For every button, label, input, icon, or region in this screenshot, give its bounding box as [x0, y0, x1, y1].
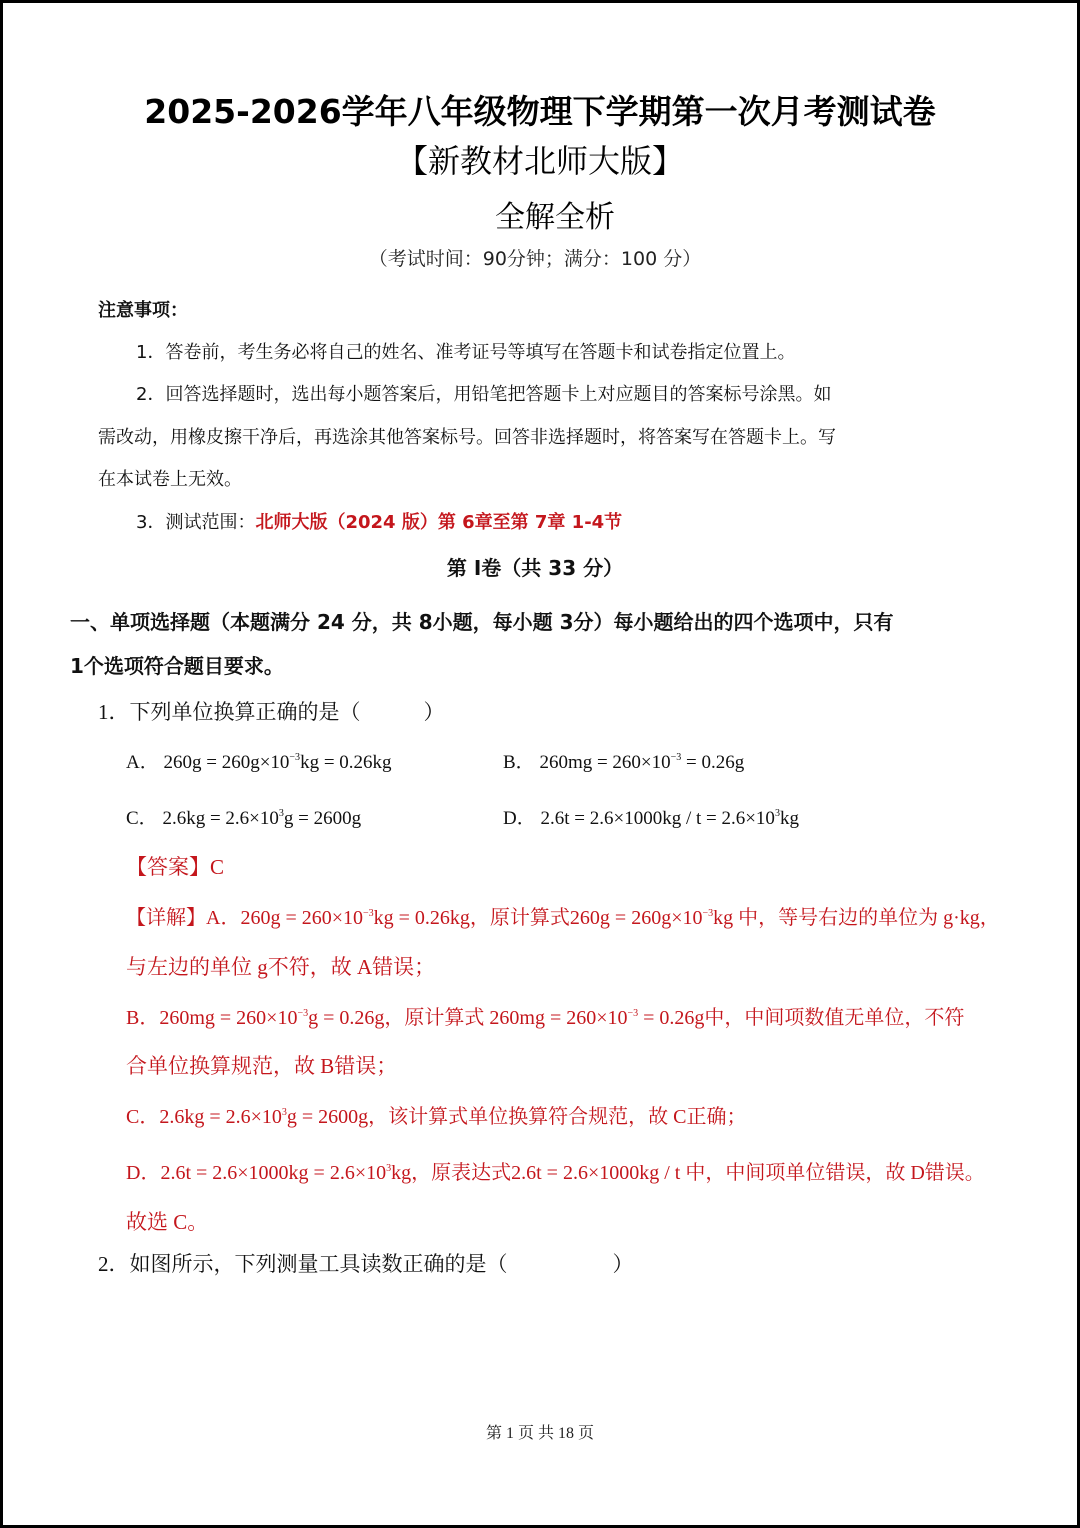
note-item-2: 2．回答选择题时，选出每小题答案后，用铅笔把答题卡上对应题目的答案标号涂黑。如: [136, 384, 832, 405]
edition-label: 【新教材北师大版】: [395, 142, 684, 180]
explanation-b-exp1: −3: [297, 1008, 309, 1019]
explanation-b: [126, 1001, 964, 1030]
explanation-c-part1: C．2.6kg = 2.6×10: [126, 1106, 282, 1128]
page-title: 2025-2026学年八年级物理下学期第一次月考测试卷: [144, 92, 936, 131]
notes-heading: 注意事项：: [98, 300, 188, 321]
explanation-a-exp1: −3: [363, 908, 374, 919]
option-b: [503, 747, 744, 774]
option-b-text-end: = 0.26g: [681, 752, 745, 773]
option-b-text: 260mg = 260×10: [539, 752, 671, 773]
question-1-stem: 1．下列单位换算正确的是（ ）: [98, 700, 445, 724]
explanation-a-part3: kg 中，等号右边的单位为 g·kg，: [713, 907, 1000, 929]
option-c-text-end: g = 2600g: [283, 808, 362, 829]
option-d-exponent: 3: [774, 808, 780, 819]
note-item-2-cont: 需改动，用橡皮擦干净后，再选涂其他答案标号。回答非选择题时，将答案写在答题卡上。写: [98, 427, 836, 448]
explanation-a-cont: 与左边的单位 g不符，故 A错误；: [126, 955, 436, 979]
explanation-d-exp: 3: [386, 1163, 392, 1174]
option-d-text-end: kg: [779, 808, 799, 829]
option-b-exponent: −3: [670, 752, 682, 763]
explanation-b-part3: = 0.26g中，中间项数值无单位，不符: [638, 1007, 965, 1029]
explanation-a: [126, 901, 1000, 930]
option-c: [126, 803, 361, 830]
option-c-text: 2.6kg = 2.6×10: [162, 808, 279, 829]
page-footer: 第 1 页 共 18 页: [485, 1425, 594, 1442]
section-heading: 一、单项选择题（本题满分 24 分，共 8小题，每小题 3分）每小题给出的四个选项中，只有: [70, 610, 894, 634]
option-a-exponent: −3: [289, 752, 301, 763]
option-a-label: A．: [126, 752, 159, 773]
explanation-a-exp2: −3: [702, 908, 714, 919]
volume-heading: 第 Ⅰ卷（共 33 分）: [446, 556, 624, 580]
note-item-3-prefix: 3．测试范围：: [136, 512, 256, 533]
note-item-2-cont2: 在本试卷上无效。: [98, 469, 242, 490]
option-d-label: D．: [503, 808, 536, 829]
explanation-d: [126, 1156, 985, 1185]
explanation-b-part1: B．260mg = 260×10: [126, 1007, 298, 1029]
option-c-label: C．: [126, 808, 158, 829]
explanation-c-part2: g = 2600g，该计算式单位换算符合规范，故 C正确；: [286, 1106, 747, 1128]
option-c-exponent: 3: [278, 808, 284, 819]
option-a: [126, 747, 392, 774]
explanation-c-exp: 3: [281, 1107, 287, 1118]
explanation-b-exp2: −3: [627, 1008, 639, 1019]
answer-label: 【答案】C: [126, 855, 225, 879]
exam-info: （考试时间：90分钟；满分：100 分）: [368, 248, 702, 270]
explanation-a-part1: 【详解】A．260g = 260×10: [126, 907, 364, 929]
question-2-stem: 2．如图所示，下列测量工具读数正确的是（ ）: [98, 1252, 634, 1276]
option-d: [503, 803, 799, 830]
option-b-label: B．: [503, 752, 535, 773]
conclusion: 故选 C。: [126, 1210, 209, 1234]
explanation-a-part2: kg = 0.26kg，原计算式260g = 260g×10: [373, 907, 703, 929]
subtitle: 全解全析: [495, 200, 615, 235]
test-range: 北师大版（2024 版）第 6章至第 7章 1-4节: [255, 512, 623, 533]
option-a-text-end: kg = 0.26kg: [300, 752, 392, 773]
explanation-d-part1: D．2.6t = 2.6×1000kg = 2.6×10: [126, 1162, 387, 1184]
option-d-text: 2.6t = 2.6×1000kg / t = 2.6×10: [540, 808, 775, 829]
explanation-c: [126, 1100, 747, 1129]
section-heading-cont: 1个选项符合题目要求。: [70, 654, 284, 678]
option-a-text: 260g = 260g×10: [163, 752, 290, 773]
explanation-b-cont: 合单位换算规范，故 B错误；: [126, 1054, 398, 1078]
note-item-1: 1．答卷前，考生务必将自己的姓名、准考证号等填写在答题卡和试卷指定位置上。: [136, 342, 796, 363]
note-item-3: [136, 508, 622, 534]
explanation-b-part2: g = 0.26g，原计算式 260mg = 260×10: [308, 1007, 628, 1029]
explanation-d-part2: kg，原表达式2.6t = 2.6×1000kg / t 中，中间项单位错误，故 D错误。: [391, 1162, 985, 1184]
